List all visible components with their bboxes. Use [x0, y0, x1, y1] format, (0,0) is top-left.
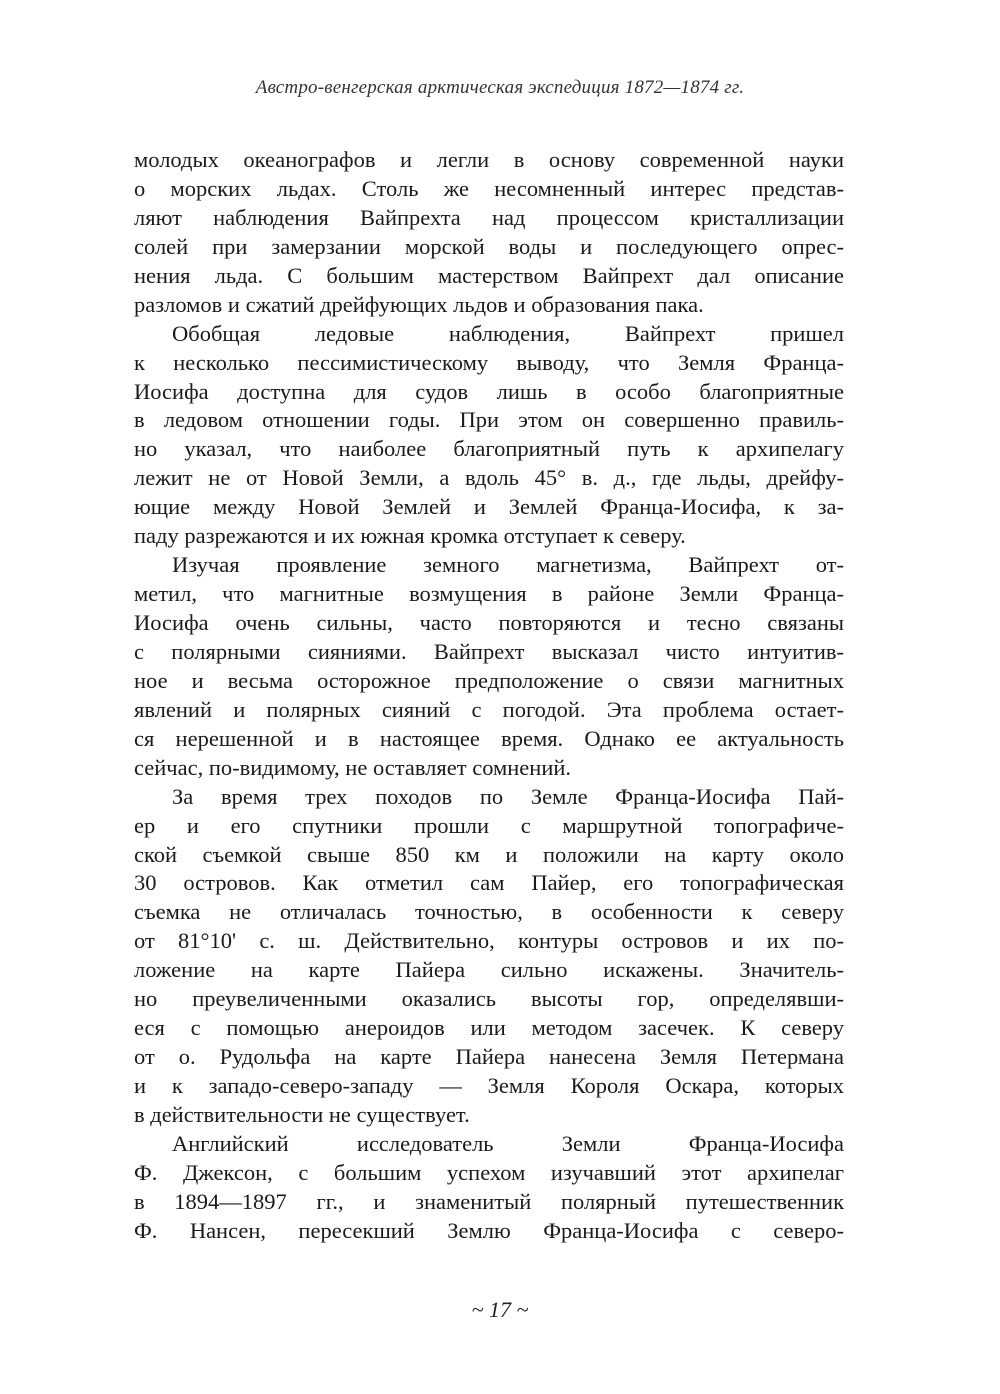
text-line: еся с помощью анероидов или методом засечек. К северу	[134, 1015, 844, 1041]
text-line: но указал, что наиболее благоприятный путь к архипелагу	[134, 436, 844, 462]
text-line: Иосифа доступна для судов лишь в особо благоприятные	[134, 378, 844, 404]
text-line: в 1894—1897 гг., и знаменитый полярный путешественник	[134, 1188, 844, 1214]
text-line: к несколько пессимистическому выводу, что Земля Франца-	[134, 349, 844, 375]
text-line: ской съемкой свыше 850 км и положили на карту около	[134, 841, 844, 867]
text-line: но преувеличенными оказались высоты гор, определявши-	[134, 986, 844, 1012]
paragraph-4	[134, 783, 844, 1130]
text-line: нения льда. С большим мастерством Вайпрехт дал описание	[134, 262, 844, 288]
text-line: Иосифа очень сильны, часто повторяются и тесно связаны	[134, 610, 844, 635]
paragraph-1	[134, 146, 844, 320]
text-line: Ф. Нансен, пересекший Землю Франца-Иосифа с северо-	[134, 1217, 844, 1243]
text-line: ся нерешенной и в настоящее время. Однако ее актуальность	[134, 725, 844, 751]
text-line: ер и его спутники прошли с маршрутной топографиче-	[134, 812, 844, 838]
text-line: ложение на карте Пайера сильно искажены. Значитель-	[134, 957, 844, 983]
paragraph-5	[134, 1130, 844, 1246]
text-line: съемка не отличалась точностью, в особенности к северу	[134, 899, 844, 925]
text-line: паду разрежаются и их южная кромка отступает к северу.	[134, 523, 686, 549]
text-line: разломов и сжатий дрейфующих льдов и образования пака.	[134, 291, 704, 317]
text-line: солей при замерзании морской воды и последующего опрес-	[134, 233, 844, 259]
text-line: и к западо-северо-западу — Земля Короля Оскара, которых	[134, 1073, 844, 1098]
text-line: 30 островов. Как отметил сам Пайер, его топографическая	[134, 870, 844, 896]
text-line: о морских льдах. Столь же несомненный интерес представ-	[134, 175, 844, 201]
text-line: лежит не от Новой Земли, а вдоль 45° в. д., где льды, дрейфу-	[134, 465, 844, 491]
text-line: Ф. Джексон, с большим успехом изучавший этот архипелаг	[134, 1159, 844, 1185]
paragraph-3	[134, 551, 844, 783]
running-head: Австро-венгерская арктическая экспедиция 1872—1874 гг.	[255, 77, 745, 98]
text-line: Английский исследователь Земли Франца-Иосифа	[172, 1130, 844, 1156]
paragraph-2	[134, 320, 844, 552]
text-line: от о. Рудольфа на карте Пайера нанесена Земля Петермана	[134, 1044, 844, 1070]
text-line: молодых океанографов и легли в основу современной науки	[134, 147, 844, 172]
text-line: ное и весьма осторожное предположение о связи магнитных	[134, 667, 844, 693]
text-line: явлений и полярных сияний с погодой. Эта проблема остает-	[134, 696, 844, 722]
body-text	[134, 146, 844, 1246]
text-line: сейчас, по-видимому, не оставляет сомнений.	[134, 754, 572, 780]
text-line: Обобщая ледовые наблюдения, Вайпрехт пришел	[172, 320, 844, 346]
page-number: ~ 17 ~	[471, 1297, 529, 1322]
text-line: ющие между Новой Землей и Землей Франца-Иосифа, к за-	[134, 494, 844, 520]
text-line: в ледовом отношении годы. При этом он совершенно правиль-	[134, 407, 844, 433]
text-line: с полярными сияниями. Вайпрехт высказал чисто интуитив-	[134, 638, 844, 664]
text-line: Изучая проявление земного магнетизма, Вайпрехт от-	[172, 552, 844, 578]
text-line: За время трех походов по Земле Франца-Иосифа Пай-	[172, 783, 844, 809]
text-line: в действительности не существует.	[134, 1101, 470, 1127]
text-line: метил, что магнитные возмущения в районе Земли Франца-	[134, 581, 844, 607]
text-line: от 81°10' с. ш. Действительно, контуры островов и их по-	[134, 928, 844, 954]
text-line: ляют наблюдения Вайпрехта над процессом кристаллизации	[134, 204, 844, 230]
